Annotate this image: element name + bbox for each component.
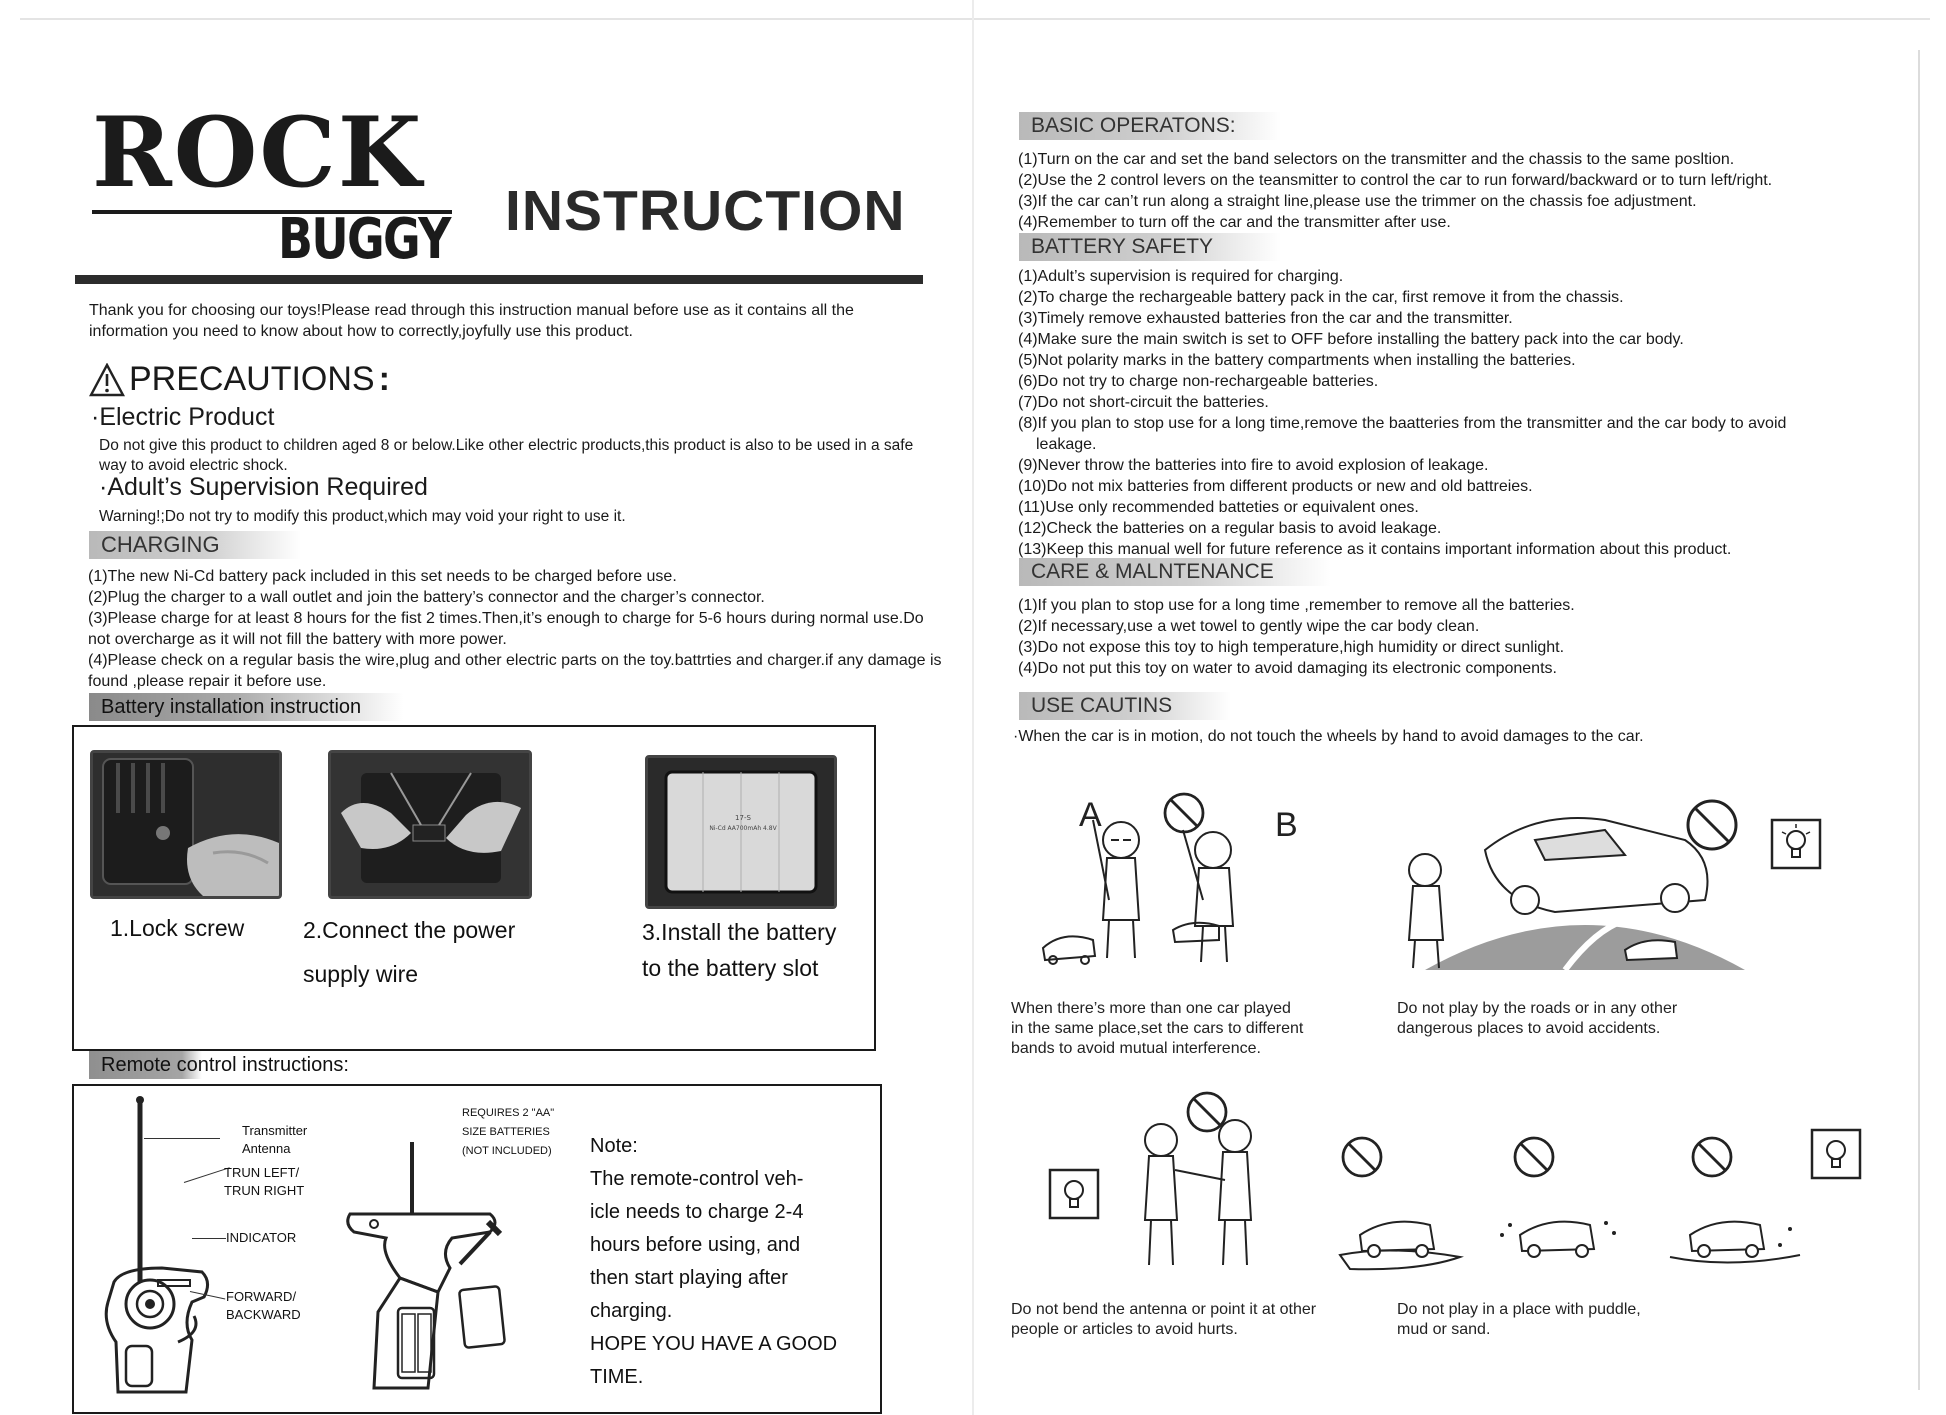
requires-line3: (NOT INCLUDED) (462, 1145, 552, 1157)
requires-line1: REQUIRES 2 "AA" (462, 1107, 555, 1119)
road-caption (1397, 999, 1677, 1039)
caption2-line1: Do not play by the roads or in any other (1397, 1000, 1678, 1017)
label-transmitter: Transmitter (242, 1123, 308, 1138)
charging-item-4: (4)Please check on a regular basis the wire,plug and other electric parts on the toy.battrties and charger.if any damage is found ,please repair it before use. (88, 652, 942, 690)
left-page (0, 0, 970, 1415)
antenna-caption (1011, 1300, 1316, 1340)
note-line-4: then start playing after (590, 1267, 788, 1289)
step-3-caption-line2: to the battery slot (642, 955, 819, 981)
prohibited-icon (1690, 1135, 1734, 1179)
note-line-6: HOPE YOU HAVE A GOOD (590, 1333, 838, 1355)
step-3-caption-line1: 3.Install the battery (642, 919, 837, 945)
battery-safety-item-5: (5)Not polarity marks in the battery compartments when installing the batteries. (1018, 352, 1576, 369)
lock-screw-photo (90, 750, 282, 899)
step-2-caption-line2: supply wire (303, 961, 419, 987)
label-antenna: Antenna (242, 1141, 291, 1156)
battery-safety-item-9: (9)Never throw the batteries into fire to avoid explosion of leakage. (1018, 457, 1489, 474)
precautions-title: PRECAUTIONS (129, 360, 375, 398)
battery-safety-item-7: (7)Do not short-circuit the batteries. (1018, 394, 1269, 411)
note-line-1: The remote-control veh- (590, 1168, 804, 1190)
battery-safety-item-8-cont: leakage. (1036, 436, 1097, 453)
label-a: A (1079, 796, 1102, 834)
caption4-line2: mud or sand. (1397, 1321, 1491, 1338)
prohibited-icon (1512, 1135, 1556, 1179)
warning-icon (89, 363, 125, 397)
lightbulb-icon (1810, 1128, 1862, 1180)
battery-installation-heading: Battery installation instruction (89, 693, 661, 721)
care-heading: CARE & MALNTENANCE (1019, 558, 1331, 586)
label-b: B (1275, 806, 1298, 844)
caption4-line1: Do not play in a place with puddle, (1397, 1301, 1641, 1318)
battery-safety-item-4: (4)Make sure the main switch is set to OFF before installing the battery pack into the car body. (1018, 331, 1684, 348)
battery-safety-item-11: (11)Use only recommended batteties or equivalent ones. (1018, 499, 1419, 516)
indicator-leader-line (192, 1238, 226, 1239)
step-2-caption-line1: 2.Connect the power (303, 917, 516, 943)
remote-note (590, 1130, 837, 1394)
note-line-7: TIME. (590, 1366, 644, 1388)
label-forward: FORWARD/ (226, 1289, 297, 1304)
remote-heading-part2: control instructions: (171, 1054, 349, 1076)
interference-caption (1011, 999, 1303, 1059)
road-illustration (1385, 800, 1815, 975)
basic-operations-heading (1019, 112, 1281, 140)
care-item-2: (2)If necessary,use a wet towel to gently wipe the car body clean. (1018, 618, 1480, 635)
remote-control-box (72, 1084, 882, 1414)
prohibited-icon (1162, 791, 1206, 835)
basic-op-item-3: (3)If the car can’t run along a straight line,please use the trimmer on the chassis foe adjustment. (1018, 193, 1697, 210)
battery-pack-label-2: Ni-Cd AA700mAh 4.8V (709, 825, 777, 832)
basic-op-item-2: (2)Use the 2 control levers on the teansmitter to control the car to run forward/backward or to turn left/right. (1018, 172, 1773, 189)
use-cautions-text: ·When the car is in motion, do not touch the wheels by hand to avoid damages to the car. (1013, 728, 1644, 745)
prohibited-icon (1185, 1090, 1229, 1134)
adult-supervision-text: Warning!;Do not try to modify this product,which may void your right to use it. (99, 508, 626, 525)
basic-op-item-1: (1)Turn on the car and set the band selectors on the transmitter and the chassis to the same posltion. (1018, 151, 1735, 168)
caption1-line1: When there’s more than one car played (1011, 1000, 1291, 1017)
battery-pack-label-1: 17-S (735, 814, 751, 822)
note-line-3: hours before using, and (590, 1234, 801, 1256)
note-line-2: icle needs to charge 2-4 (590, 1201, 804, 1223)
lightbulb-icon (1770, 818, 1822, 870)
right-page (975, 0, 1946, 1415)
care-item-1: (1)If you plan to stop use for a long time ,remember to remove all the batteries. (1018, 597, 1575, 614)
charging-item-2: (2)Plug the charger to a wall outlet and join the battery’s connector and the charger’s connector. (88, 589, 765, 606)
lightbulb-icon (1048, 1168, 1100, 1220)
battery-safety-item-8: (8)If you plan to stop use for a long time,remove the baatteries from the transmitter and the car body to avoid (1018, 415, 1787, 432)
intro-text: Thank you for choosing our toys!Please read through this instruction manual before use as it contains all the information you need to know about how to correctly,joyfully use this product. (89, 302, 854, 340)
note-title: Note: (590, 1135, 638, 1157)
care-item-3: (3)Do not expose this toy to high temperature,high humidity or direct sunlight. (1018, 639, 1565, 656)
battery-safety-item-10: (10)Do not mix batteries from different products or new and old battreies. (1018, 478, 1533, 495)
label-turn-right: TRUN RIGHT (224, 1183, 305, 1198)
battery-safety-item-2: (2)To charge the rechargeable battery pack in the car, first remove it from the chassis. (1018, 289, 1624, 306)
battery-safety-item-1: (1)Adult’s supervision is required for charging. (1018, 268, 1344, 285)
battery-safety-item-13: (13)Keep this manual well for future reference as it contains important information about this product. (1018, 541, 1732, 558)
remote-heading-part1: Remote (101, 1054, 172, 1076)
logo-buggy: BUGGY (278, 207, 450, 272)
label-backward: BACKWARD (226, 1307, 301, 1322)
caption1-line3: bands to avoid mutual interference. (1011, 1040, 1261, 1057)
caption3-line2: people or articles to avoid hurts. (1011, 1321, 1238, 1338)
electric-product-heading: ·Electric Product (91, 403, 275, 431)
use-cautions-heading: USE CAUTINS (1019, 692, 1231, 720)
care-list (1018, 595, 1575, 679)
basic-operations-colon: : (1229, 114, 1236, 137)
precautions-colon: : (378, 360, 390, 398)
page-title: INSTRUCTION (505, 179, 906, 243)
caption3-line1: Do not bend the antenna or point it at other (1011, 1301, 1317, 1318)
connect-wire-photo (328, 750, 532, 899)
charging-item-1: (1)The new Ni-Cd battery pack included in this set needs to be charged before use. (88, 568, 677, 585)
battery-safety-heading: BATTERY SAFETY (1019, 233, 1281, 261)
battery-safety-list (1018, 266, 1786, 560)
precautions-heading (89, 360, 390, 399)
basic-op-item-4: (4)Remember to turn off the car and the transmitter after use. (1018, 214, 1451, 231)
title-rule (75, 275, 923, 284)
prohibited-icon (1340, 1135, 1384, 1179)
label-indicator: INDICATOR (226, 1230, 297, 1245)
electric-product-text: Do not give this product to children aged 8 or below.Like other electric products,this product is also to be used in a safe way to avoid electric shock. (99, 437, 914, 474)
prohibited-icon (1685, 798, 1739, 852)
puddle-caption (1397, 1300, 1641, 1340)
puddle-mud-sand-illustration (1330, 1185, 1850, 1275)
basic-operations-list (1018, 149, 1772, 233)
label-turn-left: TRUN LEFT/ (224, 1165, 300, 1180)
battery-safety-item-12: (12)Check the batteries on a regular basis to avoid leakage. (1018, 520, 1442, 537)
charging-heading: CHARGING (89, 531, 301, 559)
antenna-leader-line (144, 1138, 220, 1139)
remote-control-heading (89, 1051, 421, 1079)
charging-list (88, 566, 948, 692)
battery-safety-item-3: (3)Timely remove exhausted batteries fron the car and the transmitter. (1018, 310, 1513, 327)
care-item-4: (4)Do not put this toy on water to avoid damaging its electronic components. (1018, 660, 1557, 677)
battery-installation-box (72, 725, 876, 1051)
requires-line2: SIZE BATTERIES (462, 1126, 550, 1138)
adult-supervision-heading: ·Adult’s Supervision Required (99, 473, 428, 501)
charging-item-3: (3)Please charge for at least 8 hours for the fist 2 times.Then,it’s enough to charge for 5-6 hours during normal use.Do not overcharge as it will not fill the battery with more power. (88, 610, 924, 648)
battery-safety-item-6: (6)Do not try to charge non-rechargeable batteries. (1018, 373, 1379, 390)
caption2-line2: dangerous places to avoid accidents. (1397, 1020, 1661, 1037)
install-battery-photo (645, 755, 837, 909)
note-line-5: charging. (590, 1300, 673, 1322)
page-fold (972, 0, 974, 1415)
caption1-line2: in the same place,set the cars to different (1011, 1020, 1304, 1037)
basic-operations-title: BASIC OPERATONS (1031, 114, 1230, 137)
logo-rock: ROCK (92, 96, 424, 209)
step-1-caption: 1.Lock screw (110, 915, 245, 941)
